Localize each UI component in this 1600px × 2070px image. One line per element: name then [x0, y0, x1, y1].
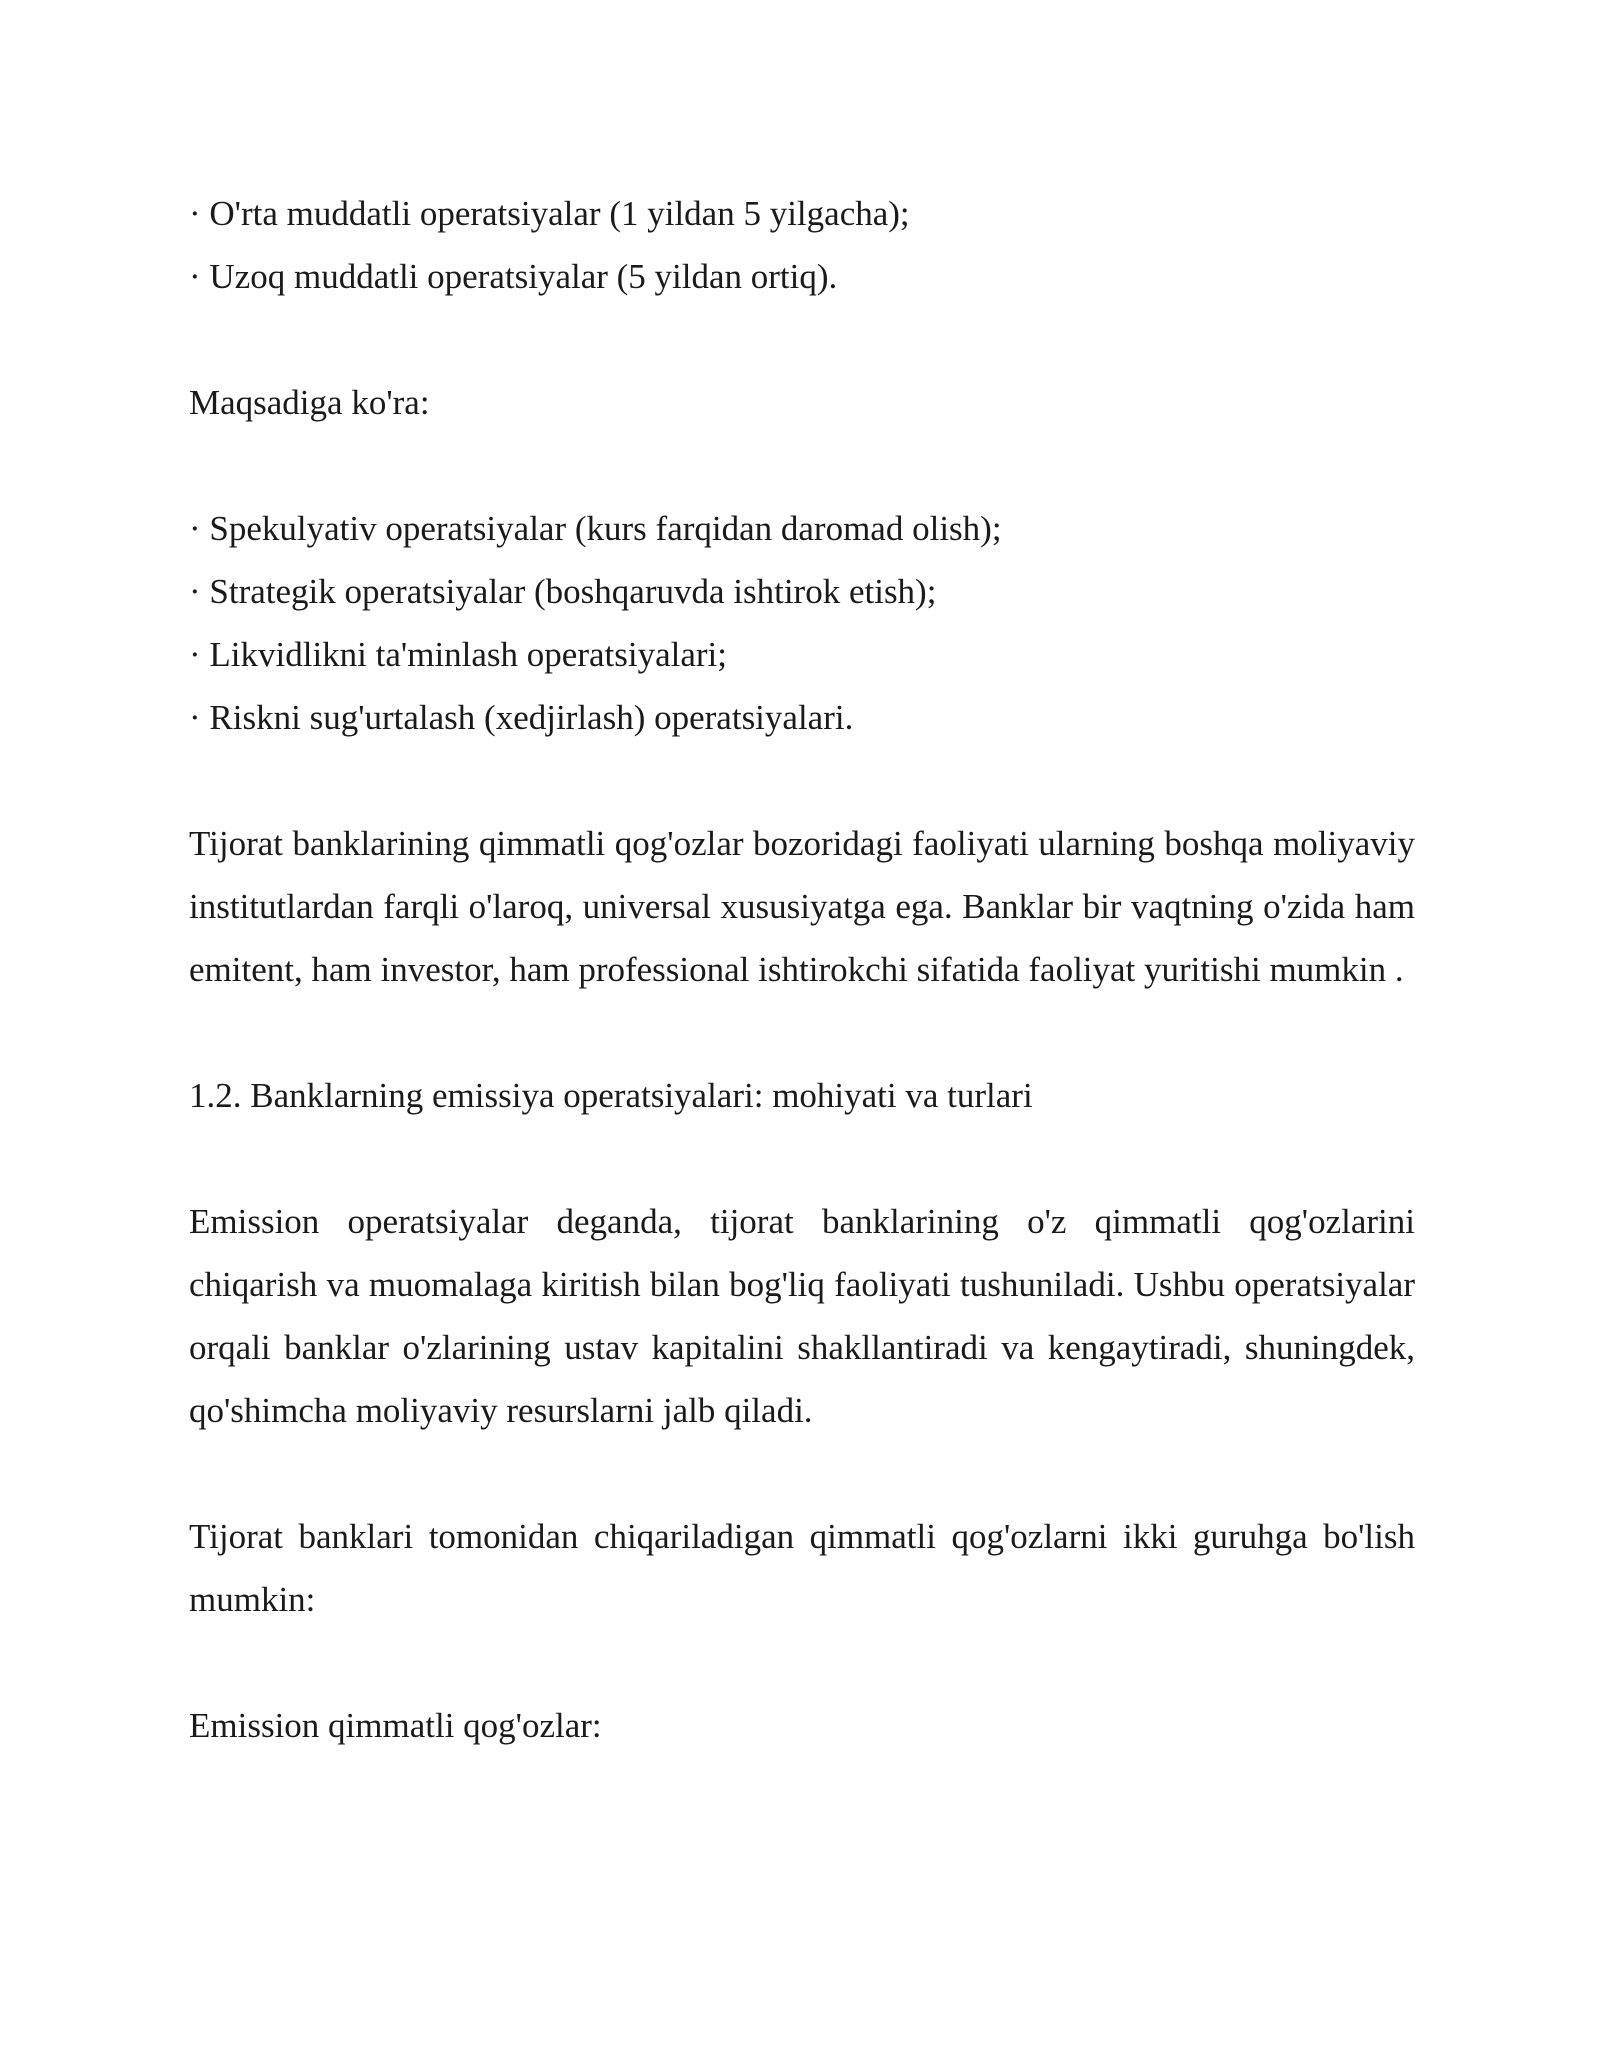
- spacer: [189, 1127, 1415, 1190]
- list-item-speculative: · Spekulyativ operatsiyalar (kurs farqidan daromad olish);: [189, 509, 1002, 548]
- list-item-medium-term: · O'rta muddatli operatsiyalar (1 yildan 5 yilgacha);: [189, 194, 910, 233]
- emission-securities-heading: Emission qimmatli qog'ozlar:: [189, 1706, 602, 1745]
- list-item-liquidity: · Likvidlikni ta'minlash operatsiyalari;: [189, 635, 727, 674]
- spacer: [189, 1442, 1415, 1505]
- list-item-strategic: · Strategik operatsiyalar (boshqaruvda ishtirok etish);: [189, 572, 937, 611]
- list-item-long-term: · Uzoq muddatli operatsiyalar (5 yildan ortiq).: [189, 257, 838, 296]
- paragraph-securities-groups: Tijorat banklari tomonidan chiqariladigan qimmatli qog'ozlarni ikki guruhga bo'lish mumkin:: [189, 1517, 1415, 1619]
- paragraph-bank-activity: Tijorat banklarining qimmatli qog'ozlar bozoridagi faoliyati ularning boshqa moliyaviy institutlardan farqli o'laroq, universal xususiyatga ega. Banklar bir vaqtning o'zida ham emitent, ham investor, ham professional ishtirokchi sifatida faoliyat yuritishi mumkin .: [189, 824, 1415, 989]
- spacer: [189, 749, 1415, 812]
- spacer: [189, 1001, 1415, 1064]
- purpose-heading: Maqsadiga ko'ra:: [189, 383, 430, 422]
- document-body: [189, 182, 1415, 1757]
- spacer: [189, 308, 1415, 371]
- spacer: [189, 434, 1415, 497]
- paragraph-emission-definition: Emission operatsiyalar deganda, tijorat banklarining o'z qimmatli qog'ozlarini chiqarish va muomalaga kiritish bilan bog'liq faoliyati tushuniladi. Ushbu operatsiyalar orqali banklar o'zlarining ustav kapitalini shakllantiradi va kengaytiradi, shuningdek, qo'shimcha moliyaviy resurslarni jalb qiladi.: [189, 1202, 1415, 1430]
- section-heading: 1.2. Banklarning emissiya operatsiyalari: mohiyati va turlari: [189, 1076, 1033, 1115]
- spacer: [189, 1631, 1415, 1694]
- list-item-hedging: · Riskni sug'urtalash (xedjirlash) operatsiyalari.: [189, 698, 854, 737]
